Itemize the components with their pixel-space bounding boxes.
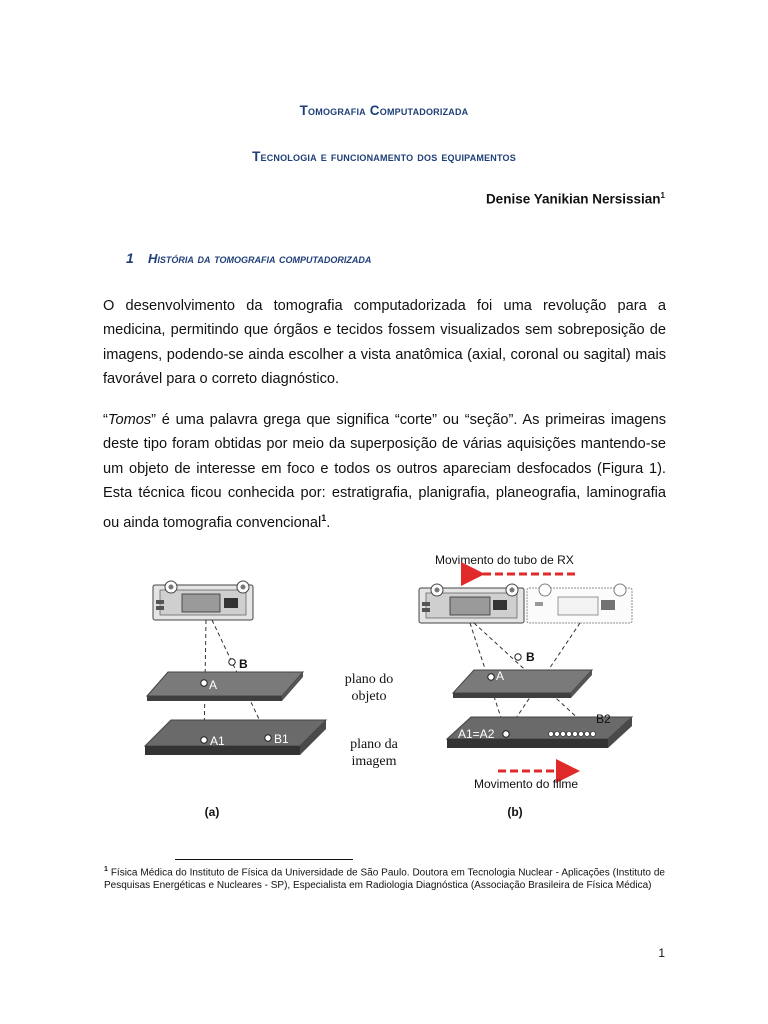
paragraph-1: [103, 294, 666, 392]
point-B-label: B: [239, 657, 248, 671]
point-A-b-label: A: [496, 669, 505, 683]
paragraph-2-end: .: [326, 514, 331, 531]
caption-a: (a): [204, 805, 220, 819]
document-subtitle: Tecnologia e funcionamento dos equipamentos: [252, 149, 516, 164]
point-A1-label: A1: [210, 734, 225, 748]
section-title: História da tomografia computadorizada: [148, 251, 372, 266]
object-plane-label-1: plano do: [344, 672, 394, 687]
author-text: Denise Yanikian Nersissian: [485, 191, 661, 207]
xray-tube-b-icon: [419, 584, 524, 623]
xray-tube-a-icon: [153, 581, 253, 620]
film-motion-label: Movimento do filme: [474, 777, 579, 791]
paragraph-1-text: O desenvolvimento da tomografia computadorizada foi uma revolução para a medicina, permitindo que órgãos e tecidos fossem visualizados sem sobreposição de imagens, podendo-se ainda escolher a vista anatômica (axial, coronal ou sagital) mais favorável para o correto diagnóstico.: [103, 298, 666, 388]
section-number: 1: [126, 250, 134, 266]
document-title: Tomografia Computadorizada: [299, 103, 469, 118]
image-plane-label-2: imagem: [351, 754, 397, 769]
point-A-b-marker: [488, 674, 494, 680]
tube-motion-label: Movimento do tubo de RX: [435, 553, 574, 567]
paragraph-2: [103, 408, 666, 535]
point-A-marker: [201, 680, 207, 686]
footnote-text: Física Médica do Instituto de Física da Universidade de São Paulo. Doutora em Tecnologia Nuclear - Aplicações (Instituto de Pesquisas Energéticas e Nucleares - SP), Especialista em Radiologia Diagnóstica (Associação Brasileira de Física Médica): [104, 867, 665, 891]
point-B-b-marker: [515, 654, 521, 660]
point-B-b-label: B: [526, 650, 535, 664]
footnote-ref: 1: [104, 866, 108, 873]
xray-tube-b-ghost-icon: [527, 584, 632, 623]
point-A1A2-marker: [503, 731, 509, 737]
image-plane-a: [145, 720, 326, 755]
section-heading: [126, 250, 371, 266]
image-plane-label-1: plano da: [350, 737, 398, 752]
point-B2-label: B2: [596, 712, 611, 726]
tomography-figure: [0, 540, 768, 830]
point-B-marker: [229, 659, 235, 665]
paragraph-2-footnote-ref: 1: [321, 512, 327, 523]
object-plane-b: [453, 670, 592, 698]
point-B1-label: B1: [274, 732, 289, 746]
author-name: [486, 191, 665, 207]
point-B1-marker: [265, 735, 271, 741]
author-footnote-ref: 1: [660, 191, 665, 200]
point-A1A2-label: A1=A2: [458, 727, 495, 741]
tomos-word: Tomos: [107, 412, 152, 428]
object-plane-a: [147, 672, 303, 701]
footnote-divider: [175, 859, 353, 860]
point-A-label: A: [209, 678, 218, 692]
paragraph-2-text: ” é uma palavra grega que significa “corte” ou “seção”. As primeiras imagens deste tipo foram obtidas por meio da superposição de várias aquisições mantendo-se um objeto de interesse em foco e todos os outros apareciam desfocados (Figura 1). Esta técnica ficou conhecida por: estratigrafia, planigrafia, planeografia, laminografia ou ainda tomografia convencional: [103, 412, 666, 531]
object-plane-label-2: objeto: [351, 689, 387, 704]
point-A1-marker: [201, 737, 207, 743]
caption-b: (b): [507, 805, 523, 819]
open-quote: “: [103, 412, 108, 428]
page-number: 1: [658, 946, 665, 960]
footnote: [104, 864, 665, 892]
